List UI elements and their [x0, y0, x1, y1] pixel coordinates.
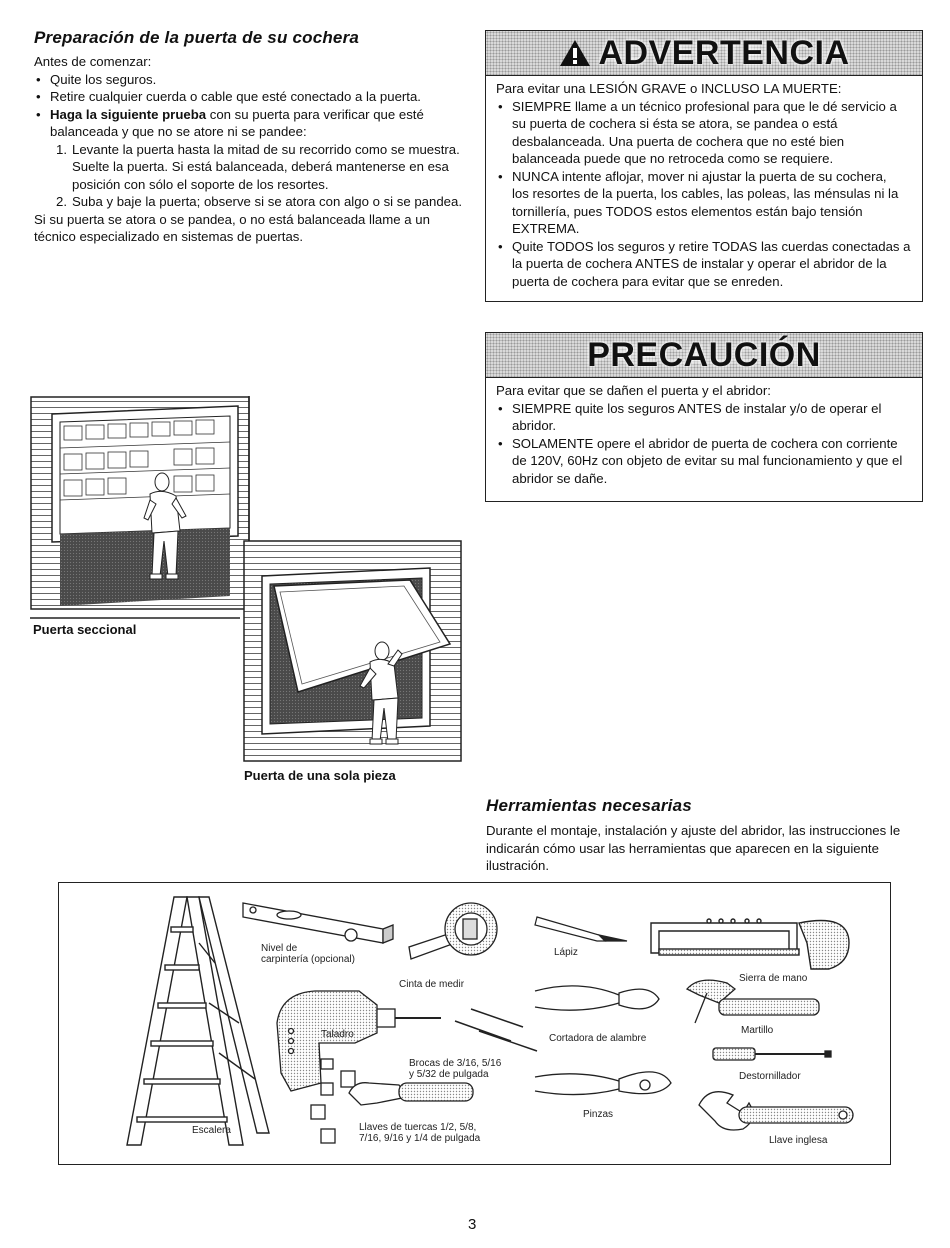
caution-bullet	[496, 400, 912, 435]
one-piece-door-figure	[244, 541, 461, 761]
caution-bullet	[496, 435, 912, 488]
caution-intro: Para evitar que se dañen el puerta y el abridor:	[496, 383, 771, 398]
caution-title: PRECAUCIÓN	[587, 335, 821, 374]
label-level	[261, 943, 355, 965]
bullet-line: SIEMPRE quite los seguros ANTES de instalar y/o de operar el	[512, 400, 882, 416]
pencil-icon	[535, 917, 627, 941]
step-line: posición con sólo el soporte de los resortes.	[72, 176, 329, 192]
step-line: Suelte la puerta. Si está balanceada, deberá mantenerse en esa	[72, 159, 449, 174]
label-screwdriver: Destornillador	[739, 1071, 801, 1082]
drill-bits-icon	[455, 1009, 537, 1051]
label-hammer: Martillo	[741, 1025, 774, 1036]
label-cutters: Cortadora de alambre	[549, 1033, 647, 1044]
prep-test-bold: Haga la siguiente prueba	[50, 106, 207, 122]
pliers-icon	[535, 1072, 671, 1095]
prep-bullets	[34, 71, 464, 141]
caution-banner	[486, 333, 922, 378]
caution-bullets	[496, 400, 912, 488]
bullet-line: puerta de cochera para evitar que se enreden.	[512, 273, 784, 289]
prep-intro: Antes de comenzar:	[34, 54, 152, 69]
label-wrench: Llave inglesa	[769, 1135, 828, 1146]
desc-line: ilustración.	[486, 858, 550, 873]
label-drill: Taladro	[321, 1029, 354, 1040]
prep-test-rest2: balanceada y que no se atore ni se pandee:	[50, 124, 307, 139]
hammer-icon	[687, 980, 819, 1023]
step-line: Levante la puerta hasta la mitad de su recorrido como se muestra.	[72, 141, 460, 157]
bullet-line: abridor se dañe.	[512, 470, 608, 486]
warning-box	[485, 30, 923, 302]
desc-line: indicarán cómo usar las herramientas que aparecen en la siguiente	[486, 840, 879, 856]
ladder-icon	[127, 897, 269, 1145]
tools-desc	[486, 822, 926, 875]
step-number: 1.	[56, 141, 67, 157]
page-number: 3	[468, 1216, 477, 1233]
hacksaw-icon	[651, 919, 849, 969]
bullet-line: abridor.	[512, 418, 556, 433]
warning-bullets	[496, 98, 912, 291]
tape-measure-icon	[409, 903, 497, 959]
bullet-line: EXTREMA.	[512, 221, 580, 236]
step-number: 2.	[56, 194, 67, 209]
bullet-line: Quite TODOS los seguros y retire TODAS las cuerdas conectadas a	[512, 238, 911, 254]
bullet-line: los resortes de la puerta, los cables, las poleas, las ménsulas ni la	[512, 186, 899, 201]
bullet-line: la puerta de cochera ANTES de instalar y operar el abridor de la	[512, 256, 887, 271]
label-line: y 5/32 de pulgada	[409, 1069, 489, 1080]
wire-cutters-icon	[535, 986, 659, 1010]
prep-test-rest: con su puerta para verificar que esté	[206, 106, 424, 122]
adjustable-wrench-icon	[699, 1092, 853, 1130]
closing-line: técnico especializado en sistemas de puertas.	[34, 229, 304, 244]
label-pliers: Pinzas	[583, 1109, 614, 1120]
caution-body	[486, 378, 922, 487]
warning-bullet	[496, 238, 912, 291]
label-hacksaw: Sierra de mano	[739, 973, 808, 984]
warning-triangle-icon	[558, 38, 592, 68]
bullet-line: tornillería, pues TODOS estos elementos están bajo tensión	[512, 203, 863, 219]
label-line: Llaves de tuercas 1/2, 5/8,	[359, 1122, 477, 1133]
caption-one-piece-door: Puerta de una sola pieza	[244, 768, 396, 783]
label-line: carpintería (opcional)	[261, 954, 355, 965]
label-line: Brocas de 3/16, 5/16	[409, 1058, 502, 1069]
bullet-line: NUNCA intente aflojar, mover ni ajustar la puerta de su cochera,	[512, 168, 887, 184]
bullet-line: SIEMPRE llame a un técnico profesional para que le dé servicio a	[512, 98, 897, 114]
warning-intro: Para evitar una LESIÓN GRAVE o INCLUSO LA MUERTE:	[496, 81, 842, 96]
warning-bullet	[496, 168, 912, 238]
prep-body	[34, 53, 464, 246]
caution-box	[485, 332, 923, 502]
sectional-door-figure	[31, 397, 249, 609]
warning-body	[486, 76, 922, 290]
bullet-line: de 120V, 60Hz con objeto de evitar su mal funcionamiento y que el	[512, 453, 903, 468]
prep-bullet: • Retire cualquier cuerda o cable que esté conectado a la puerta.	[34, 88, 464, 106]
label-line: 7/16, 9/16 y 1/4 de pulgada	[359, 1133, 481, 1144]
prep-title: Preparación de la puerta de su cochera	[34, 28, 360, 47]
prep-step	[56, 193, 464, 211]
bullet-line: desbalanceada. Una puerta de cochera que no esté bien	[512, 133, 845, 149]
label-bits	[409, 1058, 501, 1080]
caption-sectional-door: Puerta seccional	[33, 622, 137, 637]
prep-closing	[34, 211, 464, 246]
screwdriver-icon	[713, 1048, 831, 1060]
warning-bullet	[496, 98, 912, 168]
label-pencil: Lápiz	[554, 947, 578, 958]
level-icon	[243, 903, 393, 943]
step-line: Suba y baje la puerta; observe si se atora con algo o si se pandea.	[72, 194, 463, 209]
closing-line: Si su puerta se atora o se pandea, o no está balanceada llame a un	[34, 211, 430, 227]
warning-title: ADVERTENCIA	[598, 33, 850, 72]
tools-box	[58, 882, 891, 1165]
prep-bullet	[34, 106, 464, 141]
prep-step	[56, 141, 464, 194]
desc-line: Durante el montaje, instalación y ajuste del abridor, las instrucciones le	[486, 823, 901, 838]
label-ladder: Escalera	[192, 1125, 231, 1136]
label-sockets	[359, 1122, 480, 1144]
bullet-line: balanceada puede que no retroceda como se requiere.	[512, 151, 834, 166]
warning-banner	[486, 31, 922, 76]
prep-bullet: • Quite los seguros.	[34, 71, 464, 89]
bullet-line: su puerta de cochera si ésta se atora, se pandea o está	[512, 116, 838, 131]
label-tape: Cinta de medir	[399, 979, 465, 990]
garage-door-illustration	[30, 396, 465, 764]
bullet-line: SOLAMENTE opere el abridor de puerta de cochera con corriente	[512, 435, 898, 451]
prep-steps	[34, 141, 464, 211]
tools-title: Herramientas necesarias	[486, 796, 692, 815]
label-line: Nivel de	[261, 943, 298, 954]
